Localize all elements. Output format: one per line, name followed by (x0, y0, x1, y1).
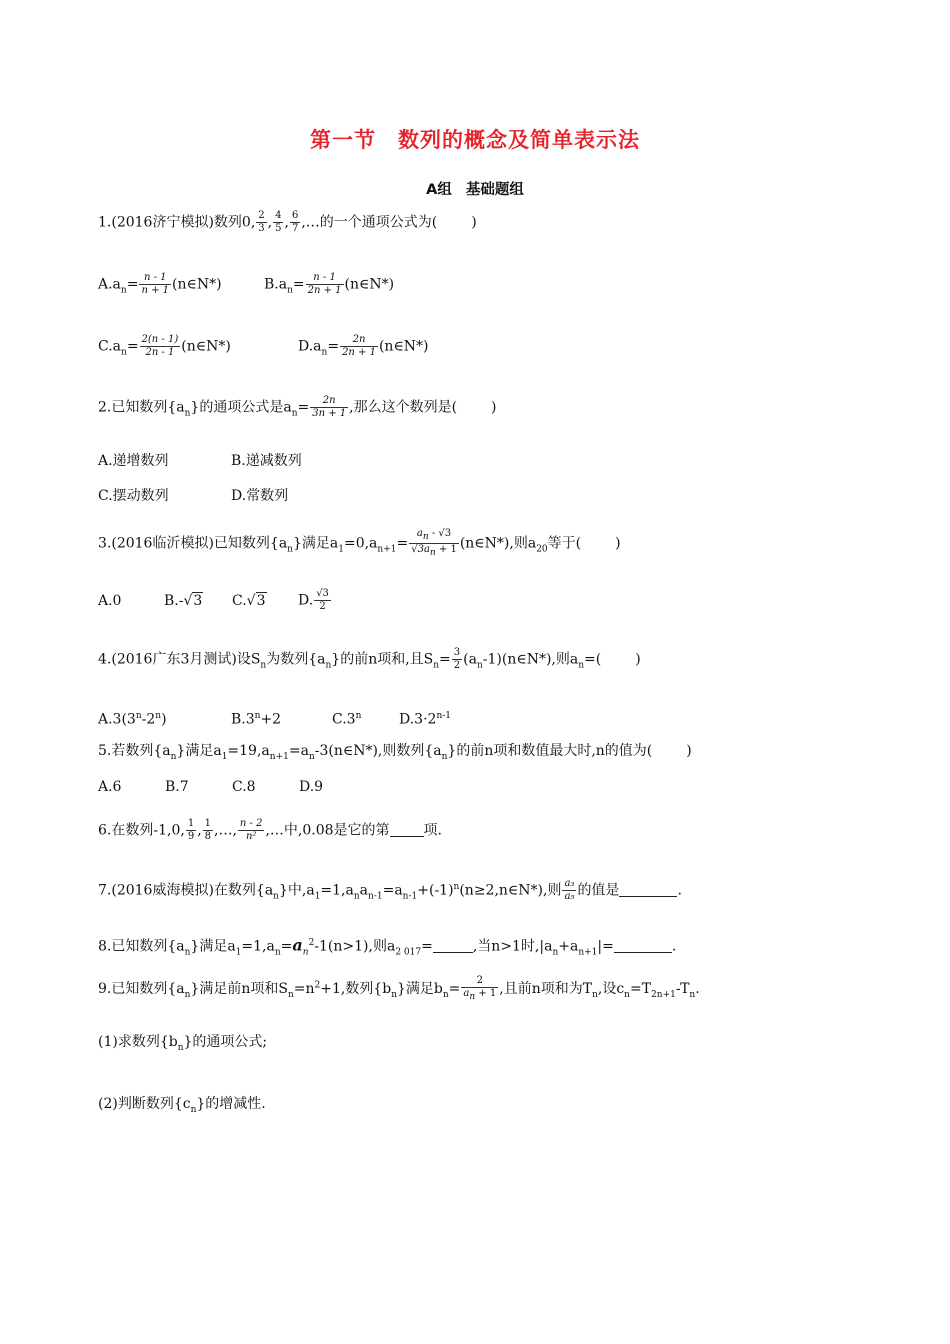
option-c: C.√3 (232, 592, 266, 609)
section-title: 数列的概念及简单表示法 (398, 128, 640, 152)
option-c: C.8 (232, 779, 256, 795)
option-a: A.6 (98, 779, 122, 795)
option-b: $B.a_n=$ $\frac{n - 1}{2n + 1}$ (n∈N*) (264, 272, 395, 296)
option-c: C.摆动数列 (98, 488, 169, 504)
question-4-options (98, 706, 451, 730)
option-d: D. $\frac{√3}{2}$ (298, 588, 329, 612)
question-1-options-ab (98, 272, 394, 300)
fraction: $\frac{6}{7}$ (291, 210, 299, 234)
option-b: $B.3^n+2$ (231, 711, 282, 728)
fraction: $\frac{4}{5}$ (275, 210, 282, 234)
group-title: 基础题组 (465, 182, 524, 198)
question-8: 8.已知数列$\{a_n\}$满足$a_1=1,a_n=a_n^2-1(n>1)$,则$a_{2 017}=$ ,当n>1时$,|a_n+a_{n+1}|=$ . (98, 935, 677, 958)
question-9-part-1: (1)求数列$\{b_n\}$的通项公式; (98, 1034, 268, 1053)
option-b: B.递减数列 (231, 453, 302, 469)
page-title (0, 124, 950, 154)
option-c: C.3$^n$ (332, 711, 362, 728)
question-1: 1.(2016济宁模拟)数列0, $\frac{2}{3}$ , $\frac{4}{5}$ , $\frac{6}{7}$ ,…的一个通项公式为( ) (98, 210, 477, 234)
question-2-options-cd (98, 486, 288, 506)
group-label: A组 (426, 182, 452, 198)
option-d: D.9 (299, 779, 324, 795)
question-2-options-ab (98, 451, 302, 471)
option-a: A.0 (98, 592, 122, 609)
question-9: 9.已知数列$\{a_n\}$满足前n项和$S_n=n^2+1$,数列$\{b_n\}$满足$b_n=$ $\frac{2}{a_n + 1}$ ,且前n项和为$T_n$,设$c_n=T_{2n+1}-T_n$. (98, 975, 700, 1002)
question-6: 6.在数列-1,0, $\frac{1}{9}$ , $\frac{1}{8}$ ,…, $\frac{n - 2}{\text{n²}}$ ,…中,0.08是它的第 项. (98, 818, 442, 842)
section-number: 第一节 (310, 128, 376, 152)
answer-blank-2 (614, 938, 672, 953)
fraction: $\frac{2}{3}$ (258, 210, 265, 234)
option-b: B.-√3 (164, 592, 203, 609)
answer-blank (390, 822, 424, 837)
answer-blank (619, 882, 677, 897)
option-a: A.递增数列 (98, 453, 169, 469)
question-9-part-2: (2)判断数列$\{c_n\}$的增减性. (98, 1096, 266, 1115)
question-7: 7.(2016威海模拟)在数列$\{a_n\}$中$,a_1=1,a_na_{n-1}=a_{n-1}+(-1)^n(n\ge 2,n\in N*)$,则 $\frac{\text{a₃}}{\text{a₅}}$ 的值是 . (98, 878, 682, 903)
answer-blank-1 (433, 938, 473, 953)
option-b: B.7 (165, 779, 189, 795)
option-d: D.常数列 (231, 488, 289, 504)
question-5-options (98, 777, 323, 797)
question-3-options (98, 588, 332, 613)
group-heading (0, 178, 950, 199)
question-2: 2.已知数列$\{a_n\}$的通项公式是$a_n=$ $\frac{2n}{3n + 1}$ ,那么这个数列是( ) (98, 395, 497, 419)
question-3: 3.(2016临沂模拟)已知数列$\{a_n\}$满足$a_1=0,a_{n+1}=$ $\frac{a_n - √3}{√3a_n + 1}$ (n∈N*),则$a_{20}$等于( ) (98, 528, 621, 558)
question-5: 5.若数列$\{a_n\}$满足$a_1=19,a_{n+1}=a_n-3(n\in N*)$,则数列$\{a_n\}$的前n项和数值最大时,n的值为( ) (98, 743, 692, 762)
option-c: $C.a_n=$ $\frac{2(n - 1)}{2n - 1}$ (n∈N*) (98, 334, 231, 358)
option-d: $D.a_n=$ $\frac{2n}{2n + 1}$ (n∈N*) (298, 334, 429, 358)
question-4: 4.(2016广东3月测试)设$S_n$为数列$\{a_n\}$的前n项和,且$S_n=$ $\frac{3}{2}$ $(a_n-1)(n\in N*)$,则$a_n=$( ) (98, 647, 641, 671)
option-d: $D.3\cdot 2^{n-1}$ (399, 711, 452, 728)
question-1-options-cd (98, 334, 429, 362)
option-a: $A.a_n=$ $\frac{n - 1}{n + 1}$ (n∈N*) (98, 272, 222, 296)
option-a: A.3(3$^n$-2$^n$) (98, 711, 167, 728)
